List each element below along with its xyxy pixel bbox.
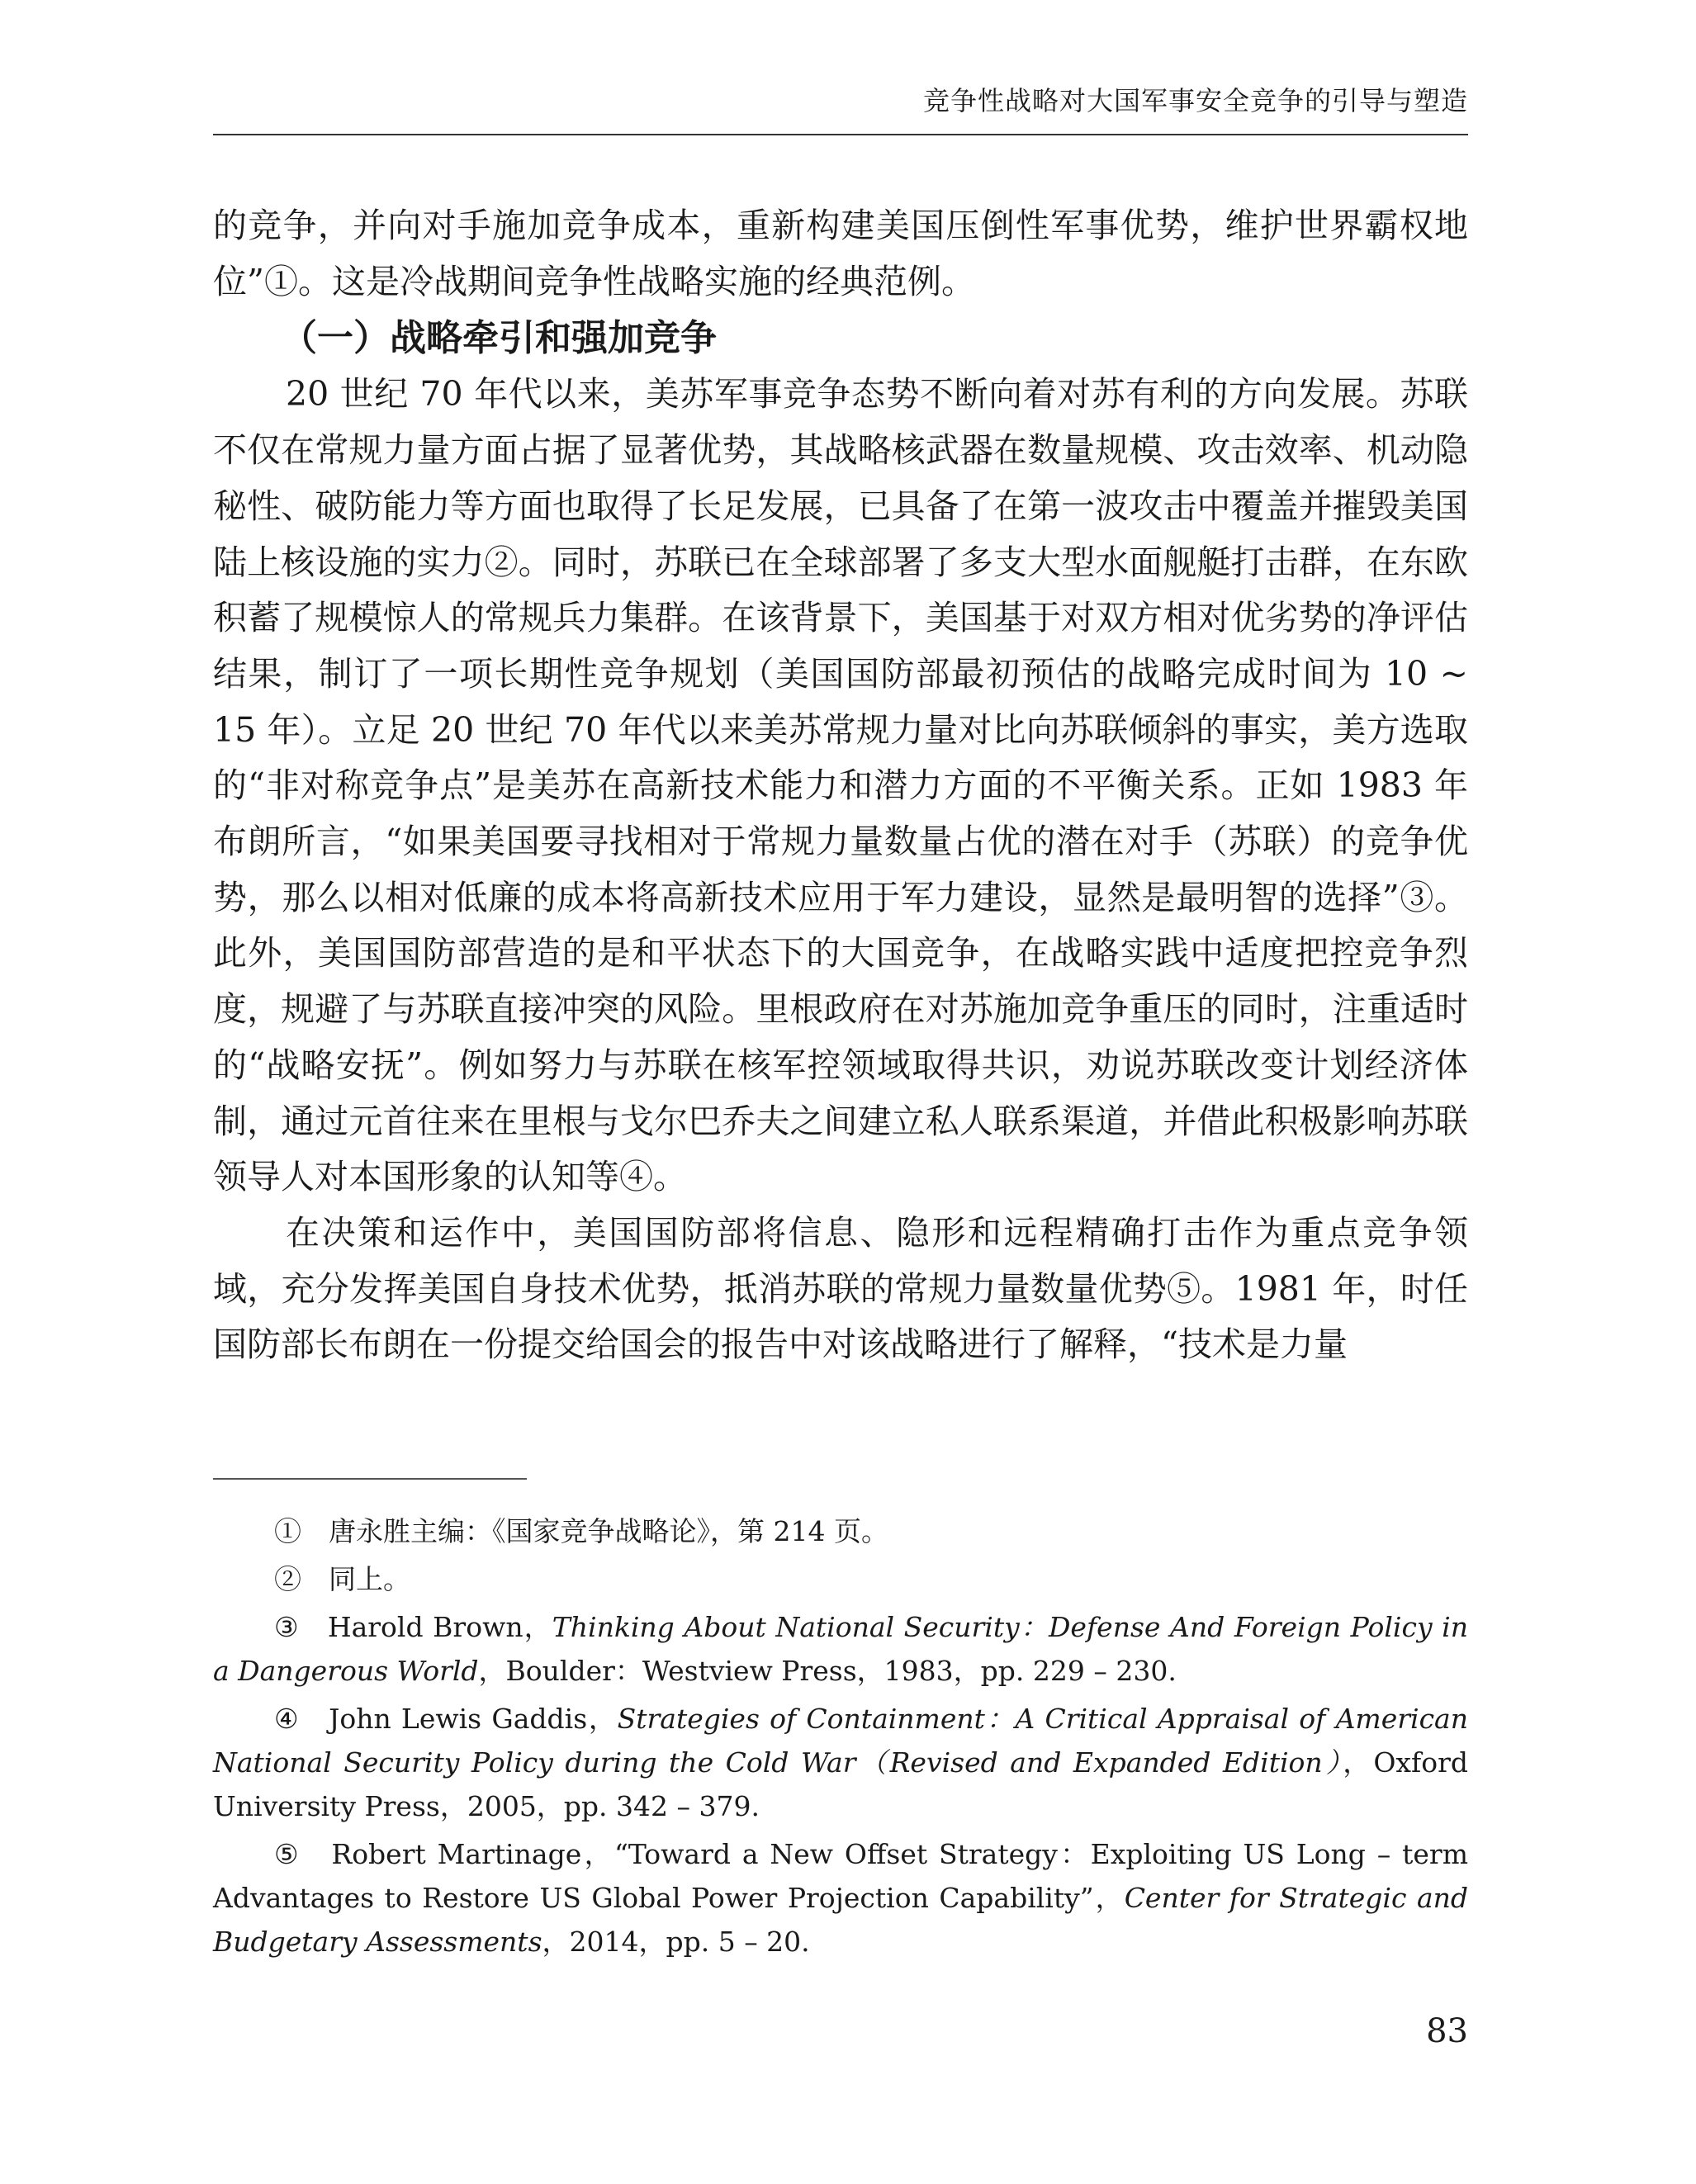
footnote-marker: ③ [274, 1611, 300, 1643]
footnote-text: 唐永胜主编：《国家竞争战略论》，第 214 页。 [329, 1515, 888, 1547]
footnote-5 [213, 1832, 1468, 1964]
paragraph-decision-operation: 在决策和运作中，美国国防部将信息、隐形和远程精确打击作为重点竞争领域，充分发挥美国自身技术优势，抵消苏联的常规力量数量优势⑤。1981 年，时任国防部长布朗在一份提交给国会的报告中对该战略进行了解释，“技术是力量 [213, 1212, 1468, 1365]
footnote-title: Thinking About National Security：Defense And Foreign Policy in a Dangerous World [213, 1611, 1468, 1687]
section-heading: （一）战略牵引和强加竞争 [281, 317, 717, 360]
footnote-publication: ，2014，pp. 5 – 20. [542, 1926, 810, 1958]
paragraph-continuation: 的竞争，并向对手施加竞争成本，重新构建美国压倒性军事优势，维护世界霸权地位”①。这是冷战期间竞争性战略实施的经典范例。 [213, 206, 1468, 301]
footnote-title: Strategies of Containment：A Critical Appraisal of American National Security Policy during the Cold War（Revised and Expanded Edition） [213, 1703, 1468, 1779]
footnote-2 [213, 1557, 1468, 1601]
footnote-publication: ，Oxford University Press，2005，pp. 342 – 379. [213, 1746, 1468, 1822]
paragraph-strategy-traction: 20 世纪 70 年代以来，美苏军事竞争态势不断向着对苏有利的方向发展。苏联不仅在常规力量方面占据了显著优势，其战略核武器在数量规模、攻击效率、机动隐秘性、破防能力等方面也取得了长足发展，已具备了在第一波攻击中覆盖并摧毁美国陆上核设施的实力②。同时，苏联已在全球部署了多支大型水面舰艇打击群，在东欧积蓄了规模惊人的常规兵力集群。在该背景下，美国基于对双方相对优劣势的净评估结果，制订了一项长期性竞争规划（美国国防部最初预估的战略完成时间为 10 ~ 15 年）。立足 20 世纪 70 年代以来美苏常规力量对比向苏联倾斜的事实，美方选取的“非对称竞争点”是美苏在高新技术能力和潜力方面的不平衡关系。正如 1983 年布朗所言，“如果美国要寻找相对于常规力量数量占优的潜在对手（苏联）的竞争优势，那么以相对低廉的成本将高新技术应用于军力建设，显然是最明智的选择”③。此外，美国国防部营造的是和平状态下的大国竞争，在战略实践中适度把控竞争烈度，规避了与苏联直接冲突的风险。里根政府在对苏施加竞争重压的同时，注重适时的“战略安抚”。例如努力与苏联在核军控领域取得共识，劝说苏联改变计划经济体制，通过元首往来在里根与戈尔巴乔夫之间建立私人联系渠道，并借此积极影响苏联领导人对本国形象的认知等④。 [213, 374, 1468, 1197]
footnote-marker: ④ [274, 1703, 301, 1735]
footnote-publication: ，Boulder：Westview Press，1983，pp. 229 – 230. [478, 1655, 1177, 1687]
footnote-author: Harold Brown， [327, 1611, 552, 1643]
footnote-author: John Lewis Gaddis， [329, 1703, 618, 1735]
footnote-title: Center for Strategic and Budgetary Assessments [213, 1882, 1468, 1958]
body-text [213, 198, 1468, 1373]
footnote-marker: ⑤ [274, 1838, 301, 1870]
footnotes [213, 1509, 1468, 1964]
footnote-3 [213, 1605, 1468, 1693]
header-rule [213, 134, 1468, 135]
running-header: 竞争性战略对大国军事安全竞争的引导与塑造 [922, 85, 1468, 116]
footnote-marker: ② [274, 1563, 301, 1595]
footnote-1 [213, 1509, 1468, 1553]
footnote-rule [213, 1478, 527, 1480]
footnote-author: Robert Martinage，“Toward a New Offset Strategy：Exploiting US Long – term Advantages to Restore US Global Power Projection Capability”， [213, 1838, 1469, 1914]
footnote-4 [213, 1697, 1468, 1828]
page-number: 83 [1426, 2012, 1468, 2050]
footnote-text: 同上。 [329, 1563, 410, 1595]
footnote-marker: ① [274, 1515, 301, 1547]
